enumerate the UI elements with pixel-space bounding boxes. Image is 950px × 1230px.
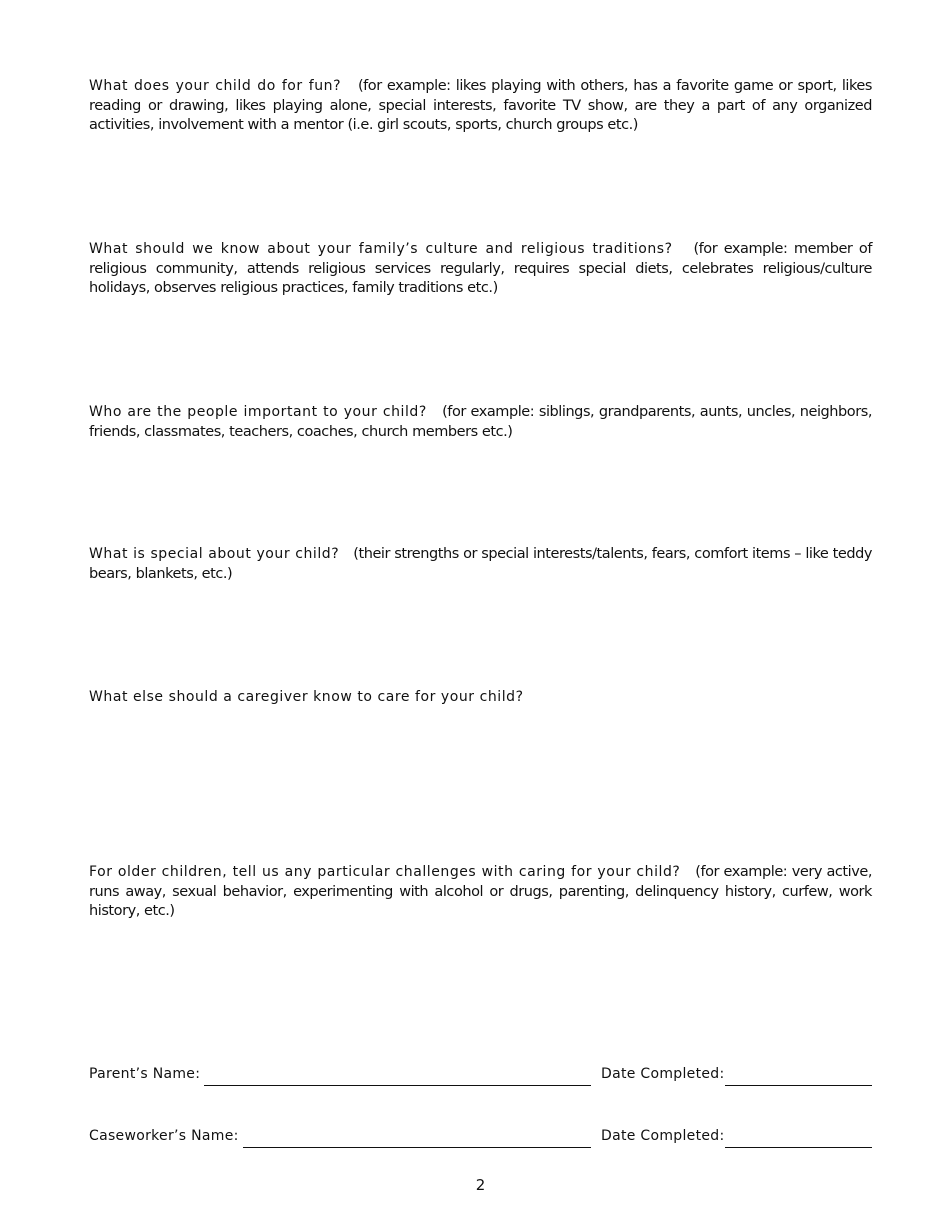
question-fun	[89, 77, 872, 136]
parent-name-line[interactable]	[204, 1085, 591, 1086]
caseworker-signature-row	[89, 1128, 872, 1150]
question-example: (for example: very active, runs away, sexual behavior, experimenting with alcohol or drugs, parenting, delinquency history, curfew, work history, etc.)	[89, 864, 872, 919]
parent-signature-row	[89, 1066, 872, 1088]
parent-name-label: Parent’s Name:	[89, 1066, 201, 1082]
question-lead: What is special about your child?	[89, 546, 340, 562]
question-culture	[89, 240, 872, 299]
question-caregiver	[89, 688, 872, 708]
parent-date-label: Date Completed:	[601, 1066, 725, 1082]
question-lead: Who are the people important to your child?	[89, 404, 427, 420]
form-page	[89, 0, 872, 1230]
question-important-people	[89, 403, 872, 442]
question-example: (for example: member of religious community, attends religious services regularly, requires special diets, celebrates religious/culture holidays, observes religious practices, family traditions etc.)	[89, 241, 873, 296]
question-lead: What should we know about your family’s culture and religious traditions?	[89, 241, 673, 257]
question-example: (their strengths or special interests/talents, fears, comfort items – like teddy bears, blankets, etc.)	[89, 546, 872, 582]
question-lead: For older children, tell us any particular challenges with caring for your child?	[89, 864, 681, 880]
question-lead: What else should a caregiver know to care for your child?	[89, 689, 524, 705]
question-example: (for example: siblings, grandparents, aunts, uncles, neighbors, friends, classmates, teachers, coaches, church members etc.)	[89, 404, 872, 440]
caseworker-date-line[interactable]	[725, 1147, 872, 1148]
caseworker-name-line[interactable]	[243, 1147, 591, 1148]
question-example: (for example: likes playing with others, has a favorite game or sport, likes reading or drawing, likes playing alone, special interests, favorite TV show, are they a part of any organized activities, involvement with a mentor (i.e. girl scouts, sports, church groups etc.)	[89, 78, 873, 133]
caseworker-name-label: Caseworker’s Name:	[89, 1128, 239, 1144]
question-older-children	[89, 863, 872, 922]
parent-date-line[interactable]	[725, 1085, 872, 1086]
page-number: 2	[475, 1176, 486, 1194]
question-special	[89, 545, 872, 584]
question-lead: What does your child do for fun?	[89, 78, 342, 94]
caseworker-date-label: Date Completed:	[601, 1128, 725, 1144]
